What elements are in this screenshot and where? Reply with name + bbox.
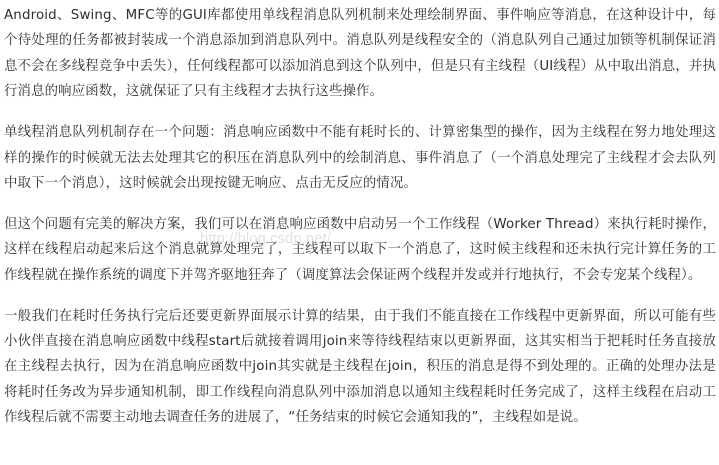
paragraph-3: 但这个问题有完美的解决方案，我们可以在消息响应函数中启动另一个工作线程（Worker Thread）来执行耗时操作，这样在线程启动起来后这个消息就算处理完了，主线程可以取下一个消息了，这时候主线程和还未执行完计算任务的工作线程就在操作系统的调度下并驾齐驱地狂奔了（调度算法会保证两个线程并发或并行地执行，不会专宠某个线程）。	[4, 216, 716, 283]
blog-watermark: http://blog.csdn.net/	[200, 230, 331, 247]
paragraph-2: 单线程消息队列机制存在一个问题：消息响应函数中不能有耗时长的、计算密集型的操作，因为主线程在努力地处理这样的操作的时候就无法去处理其它的积压在消息队列中的绘制消息、事件消息了（一个消息处理完了主线程才会去队列中取下一个消息），这时候就会出现按键无响应、点击无反应的情况。	[4, 125, 716, 191]
paragraph-4: 一般我们在耗时任务执行完后还要更新界面展示计算的结果，由于我们不能直接在工作线程中更新界面，所以可能有些小伙伴直接在消息响应函数中线程start后就接着调用join来等待线程结束以更新界面，这其实相当于把耗时任务直接放在主线程去执行，因为在消息响应函数中join其实就是主线程在join，积压的消息是得不到处理的。正确的处理办法是将耗时任务改为异步通知机制，即工作线程向消息队列中添加消息以通知主线程耗时任务完成了，这样主线程在启动工作线程后就不需要主动地去调查任务的进展了，“任务结束的时候它会通知我的”，主线程如是说。	[4, 308, 716, 426]
paragraph-1: Android、Swing、MFC等的GUI库都使用单线程消息队列机制来处理绘制界面、事件响应等消息，在这种设计中，每个待处理的任务都被封装成一个消息添加到消息队列中。消息队列是线程安全的（消息队列自己通过加锁等机制保证消息不会在多线程竞争中丢失），任何线程都可以添加消息到这个队列中，但是只有主线程（UI线程）从中取出消息，并执行消息的响应函数，这就保证了只有主线程才去执行这些操作。	[4, 8, 716, 100]
article-body	[4, 3, 716, 446]
